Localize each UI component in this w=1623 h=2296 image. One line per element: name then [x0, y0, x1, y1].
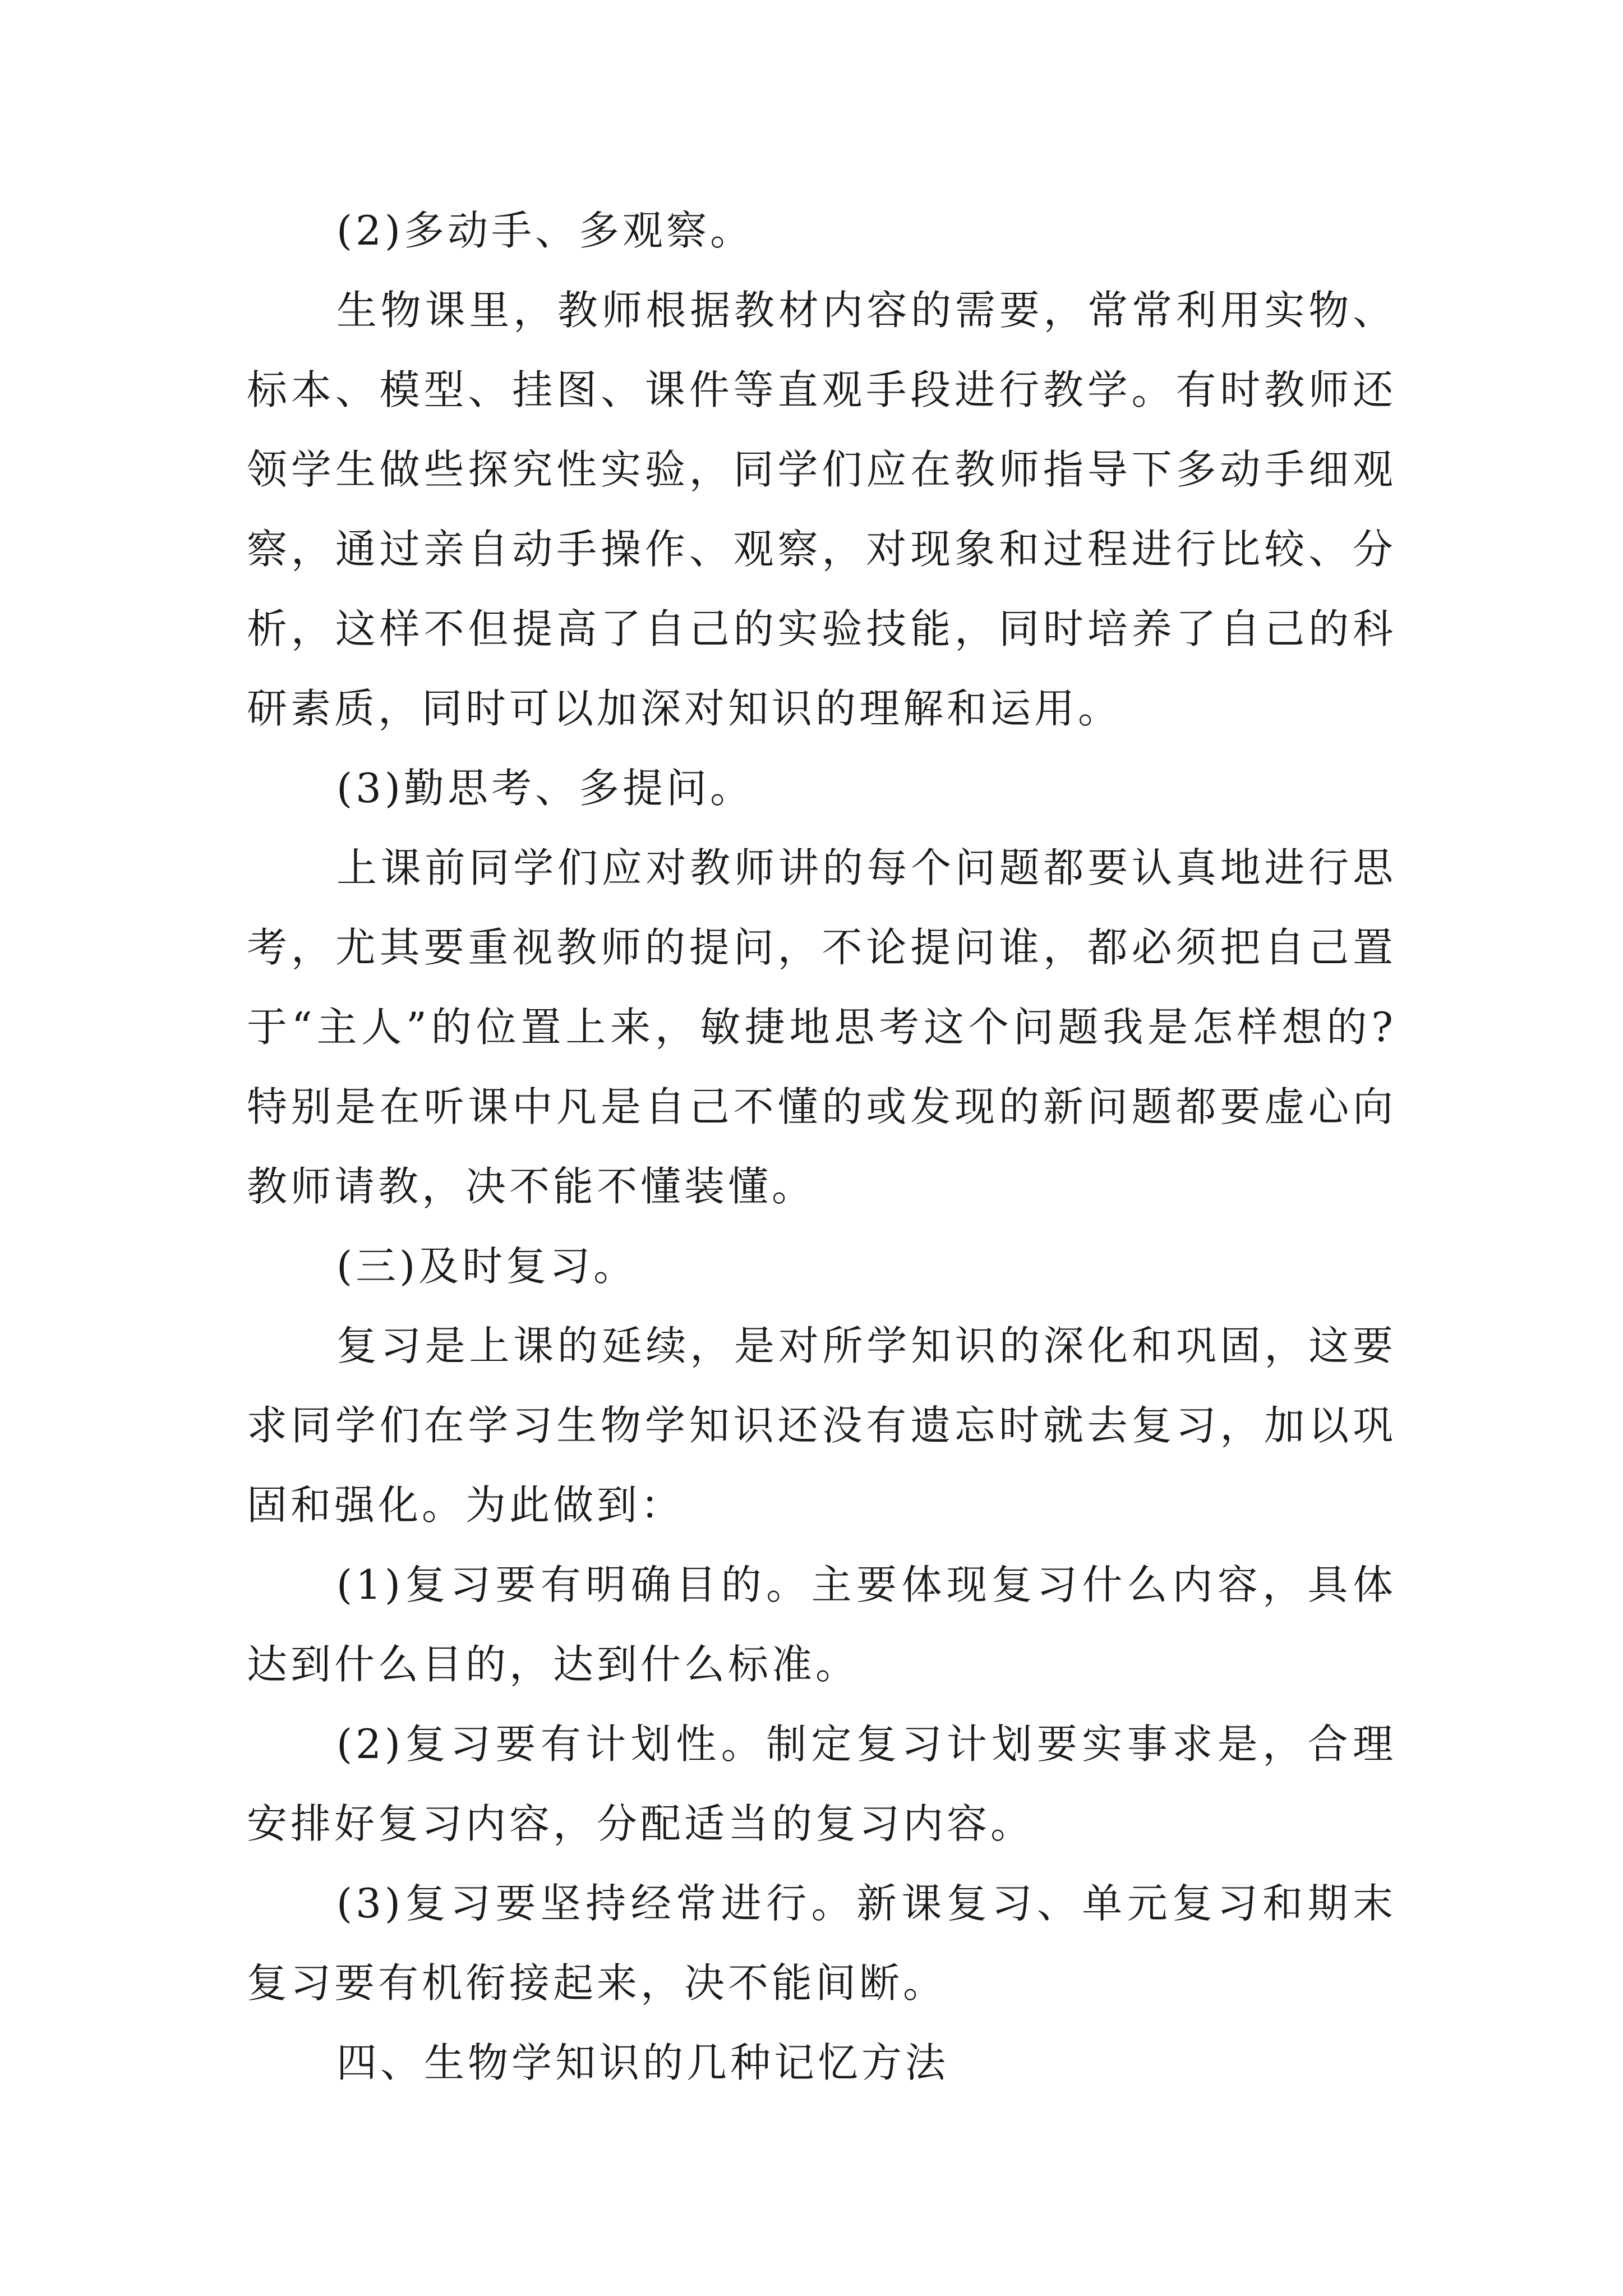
list-item-review-regular: (3)复习要坚持经常进行。新课复习、单元复习和期末复习要有机衔接起来，决不能间断。 [247, 1880, 1396, 2007]
list-item-review-plan: (2)复习要有计划性。制定复习计划要实事求是，合理安排好复习内容，分配适当的复习内容。 [247, 1720, 1396, 1847]
section-heading-memory-methods: 四、生物学知识的几种记忆方法 [336, 2039, 949, 2086]
heading-hands-on: (2)多动手、多观察。 [336, 207, 754, 254]
list-item-review-purpose: (1)复习要有明确目的。主要体现复习什么内容，具体达到什么目的，达到什么标准。 [247, 1561, 1396, 1688]
heading-think-ask: (3)勤思考、多提问。 [336, 765, 754, 812]
heading-timely-review: (三)及时复习。 [336, 1243, 638, 1290]
paragraph-before-class: 上课前同学们应对教师讲的每个问题都要认真地进行思考，尤其要重视教师的提问，不论提问谁，都必须把自己置于“主人”的位置上来，敏捷地思考这个问题我是怎样想的?特别是在听课中凡是自己不懂的或发现的新问题都要虚心向教师请教，决不能不懂装懂。 [247, 844, 1396, 1210]
document-body [247, 191, 1396, 2102]
paragraph-biology-class: 生物课里，教师根据教材内容的需要，常常利用实物、标本、模型、挂图、课件等直观手段进行教学。有时教师还领学生做些探究性实验，同学们应在教师指导下多动手细观察，通过亲自动手操作、观察，对现象和过程进行比较、分析，这样不但提高了自己的实验技能，同时培养了自己的科研素质，同时可以加深对知识的理解和运用。 [247, 287, 1396, 732]
paragraph-review-intro: 复习是上课的延续，是对所学知识的深化和巩固，这要求同学们在学习生物学知识还没有遗忘时就去复习，加以巩固和强化。为此做到： [247, 1322, 1396, 1529]
